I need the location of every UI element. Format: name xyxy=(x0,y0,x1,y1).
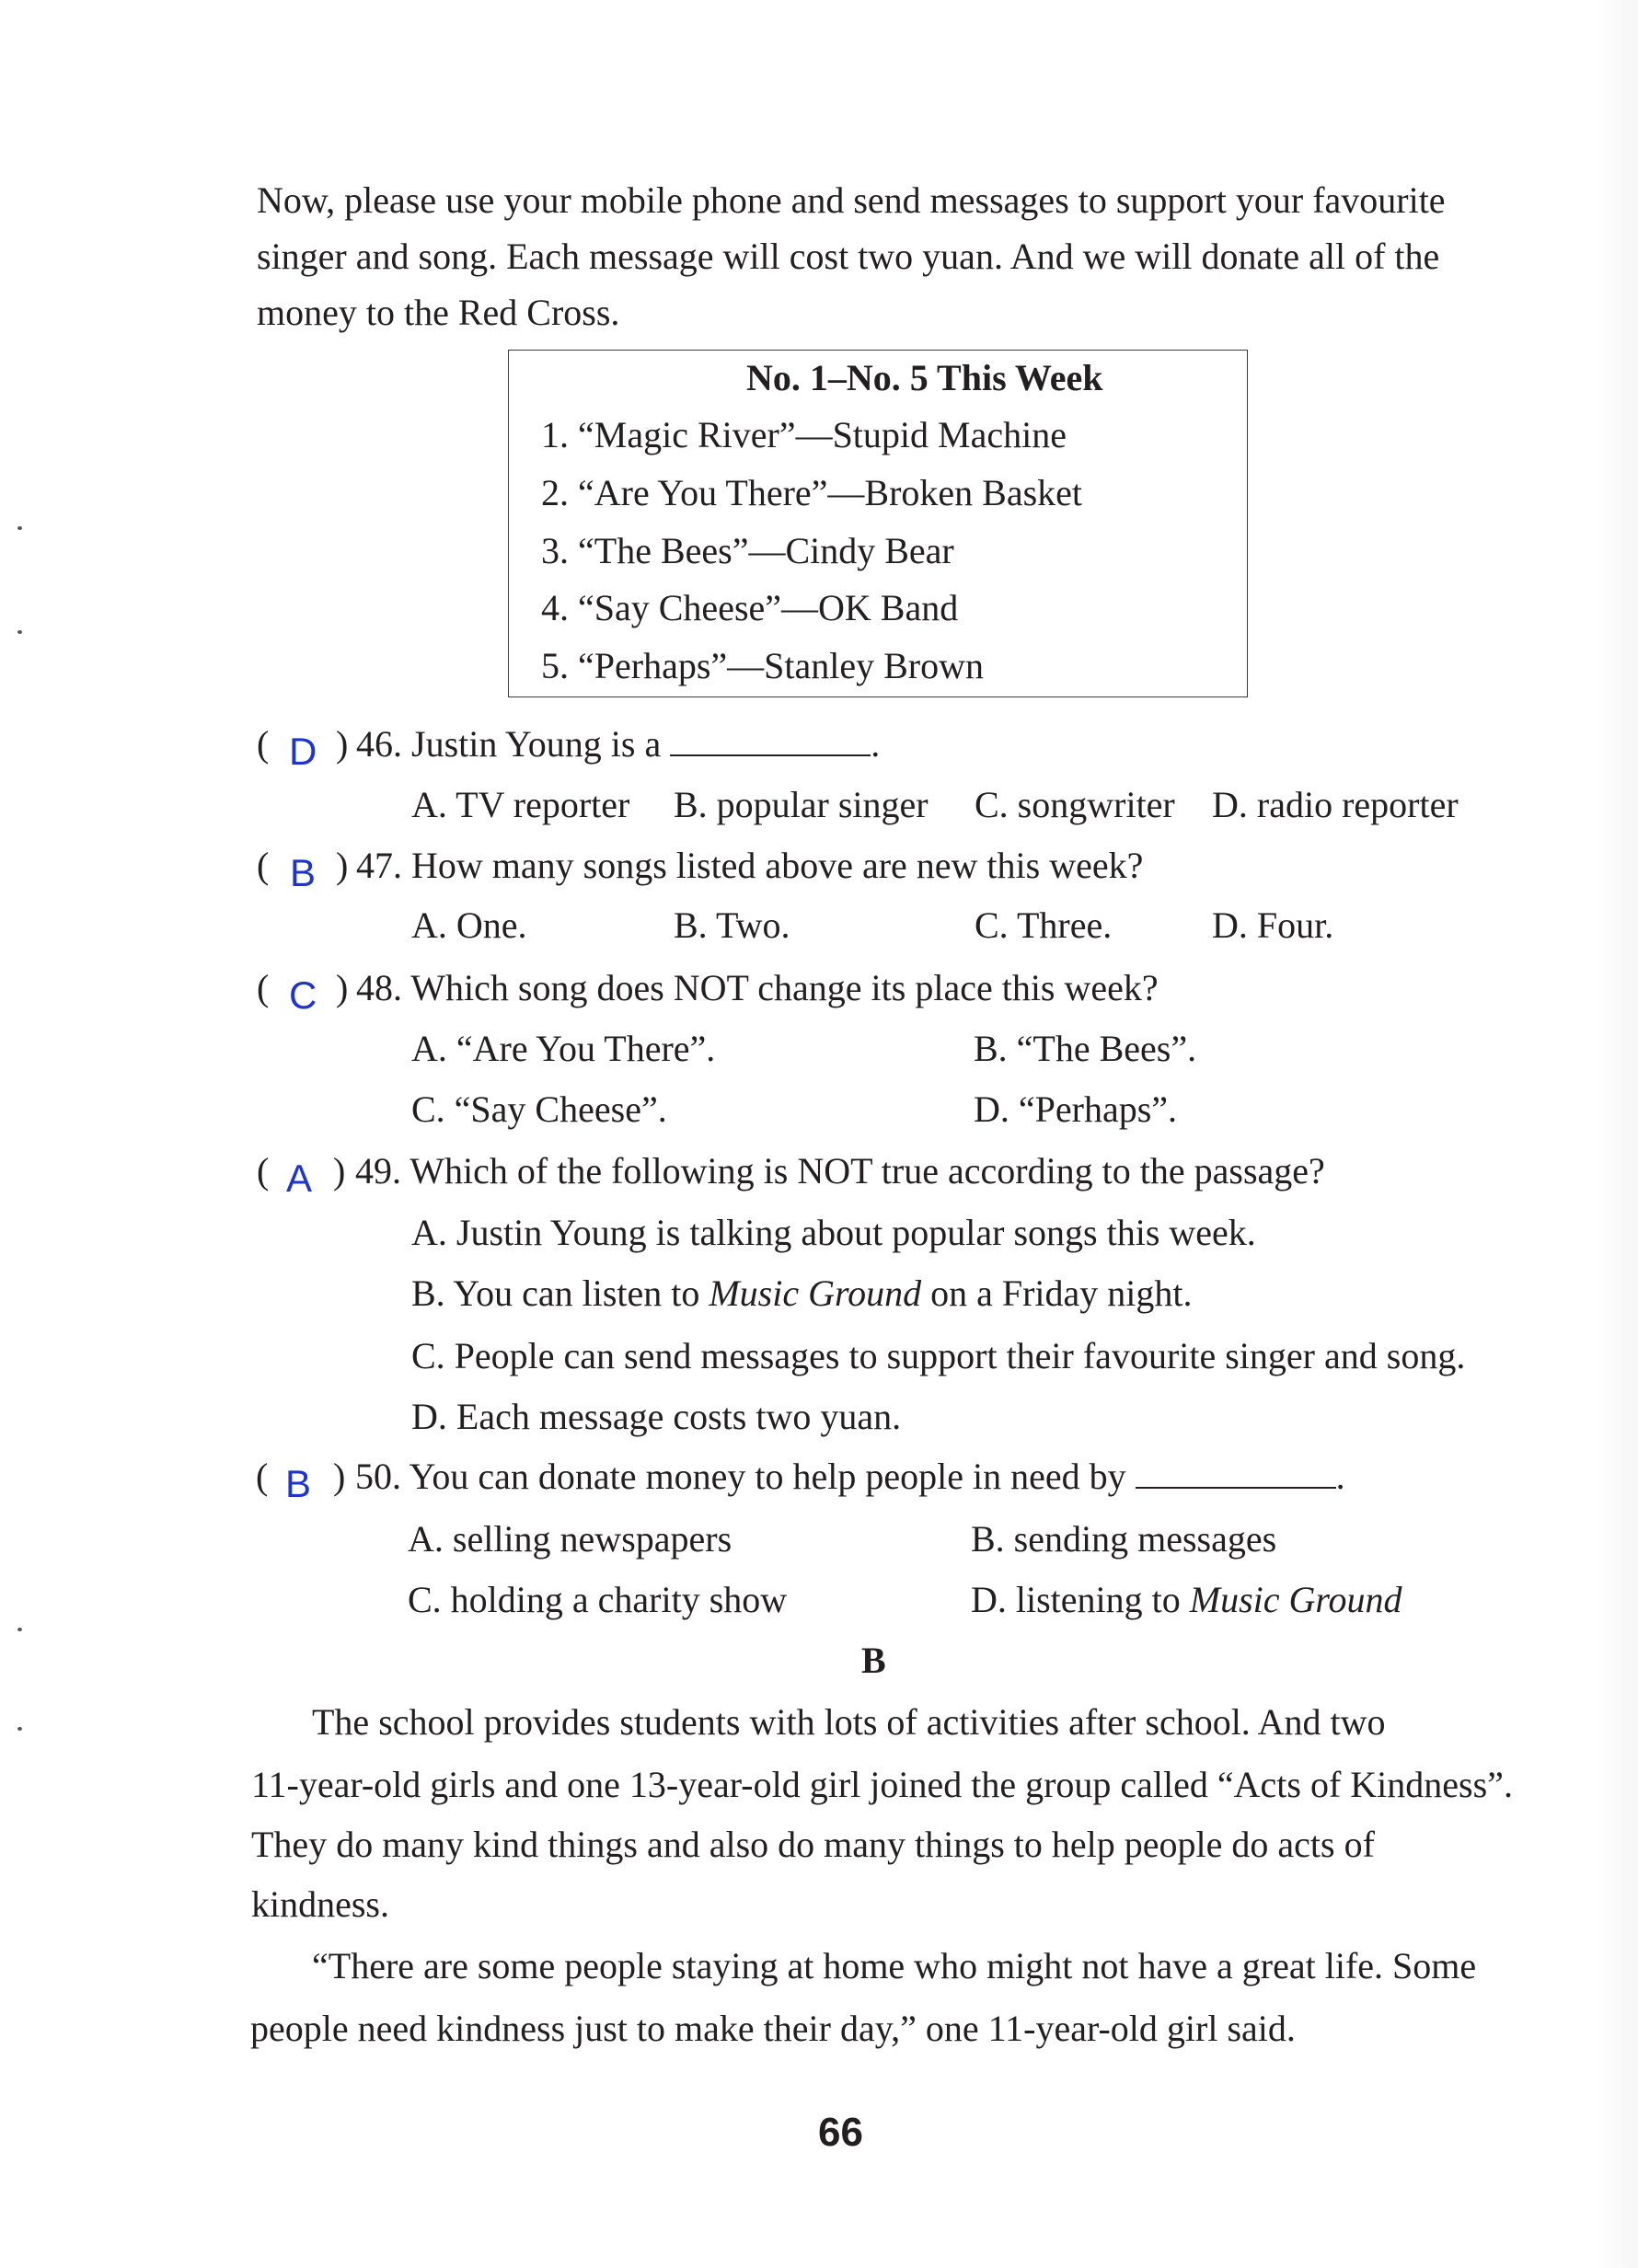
paragraph-line: The school provides students with lots of activities after school. And two xyxy=(312,1701,1386,1743)
page-number: 66 xyxy=(818,2110,863,2155)
program-title: Music Ground xyxy=(1189,1579,1402,1620)
answer-bracket-open: ( xyxy=(257,845,270,886)
answer-bracket-open: ( xyxy=(257,723,270,765)
answer-blank xyxy=(670,727,871,756)
paragraph-line: people need kindness just to make their day,” one 11-year-old girl said. xyxy=(250,2008,1296,2049)
option-d: D. Four. xyxy=(1212,904,1334,946)
option-d: D. radio reporter xyxy=(1212,784,1459,825)
scan-mark xyxy=(17,630,22,634)
answer-bracket-open: ( xyxy=(257,967,270,1008)
intro-line: money to the Red Cross. xyxy=(257,292,620,333)
ranking-item: 4. “Say Cheese”—OK Band xyxy=(541,587,959,628)
option-c: C. songwriter xyxy=(975,784,1175,825)
section-heading: B xyxy=(861,1640,886,1681)
stem-text: 50. You can donate money to help people in need by xyxy=(355,1456,1136,1497)
scan-mark xyxy=(17,1628,22,1631)
answer-letter: B xyxy=(285,1462,312,1505)
option-a: A. selling newspapers xyxy=(408,1518,732,1560)
option-a: A. One. xyxy=(411,904,527,946)
option-c: C. “Say Cheese”. xyxy=(411,1088,667,1130)
option-a: A. Justin Young is talking about popular songs this week. xyxy=(411,1212,1256,1253)
question-stem: 49. Which of the following is NOT true according to the passage? xyxy=(355,1150,1325,1192)
option-text: on a Friday night. xyxy=(921,1272,1193,1314)
answer-bracket-close: ) xyxy=(336,845,349,886)
stem-text: . xyxy=(871,723,881,765)
program-title: Music Ground xyxy=(709,1272,922,1314)
answer-letter: A xyxy=(286,1157,313,1200)
ranking-item: 2. “Are You There”—Broken Basket xyxy=(541,472,1083,513)
answer-blank xyxy=(1136,1459,1336,1489)
option-a: A. “Are You There”. xyxy=(411,1028,716,1069)
scan-mark xyxy=(17,526,22,530)
paragraph-line: “There are some people staying at home who might not have a great life. Some xyxy=(312,1945,1477,1986)
stem-text: . xyxy=(1335,1456,1345,1497)
option-c: C. Three. xyxy=(975,904,1113,946)
answer-letter: D xyxy=(289,730,317,773)
answer-letter: C xyxy=(289,973,317,1017)
answer-bracket-open: ( xyxy=(257,1150,270,1192)
answer-bracket-close: ) xyxy=(333,1150,346,1192)
answer-bracket-close: ) xyxy=(336,967,349,1008)
question-stem xyxy=(355,1455,1345,1499)
intro-line: singer and song. Each message will cost two yuan. And we will donate all of the xyxy=(257,236,1440,277)
option-d: D. Each message costs two yuan. xyxy=(411,1396,902,1437)
page-edge-shadow xyxy=(1592,0,1638,2268)
ranking-title: No. 1–No. 5 This Week xyxy=(746,357,1103,398)
option-b: B. Two. xyxy=(674,904,790,946)
scan-mark xyxy=(17,1727,22,1731)
option-c: C. People can send messages to support their favourite singer and song. xyxy=(411,1335,1466,1376)
option-b: B. sending messages xyxy=(971,1518,1277,1560)
option-text: B. You can listen to xyxy=(411,1272,709,1314)
stem-text: 46. Justin Young is a xyxy=(356,723,671,765)
answer-bracket-close: ) xyxy=(333,1456,346,1497)
option-d: D. “Perhaps”. xyxy=(974,1088,1178,1130)
option-b: B. “The Bees”. xyxy=(974,1028,1197,1069)
option-b: B. popular singer xyxy=(674,784,929,825)
option-c: C. holding a charity show xyxy=(408,1579,788,1620)
question-stem xyxy=(356,722,880,766)
option-a: A. TV reporter xyxy=(411,784,630,825)
ranking-item: 3. “The Bees”—Cindy Bear xyxy=(541,530,954,571)
intro-line: Now, please use your mobile phone and send messages to support your favourite xyxy=(257,179,1446,221)
paragraph-line: 11-year-old girls and one 13-year-old girl joined the group called “Acts of Kindness”. xyxy=(251,1764,1513,1805)
answer-letter: B xyxy=(290,851,317,894)
answer-bracket-open: ( xyxy=(256,1456,269,1497)
ranking-item: 1. “Magic River”—Stupid Machine xyxy=(541,414,1067,455)
answer-bracket-close: ) xyxy=(336,723,349,765)
question-stem: 48. Which song does NOT change its place this week? xyxy=(356,967,1159,1008)
paragraph-line: kindness. xyxy=(251,1883,389,1925)
option-b xyxy=(411,1272,1193,1316)
ranking-item: 5. “Perhaps”—Stanley Brown xyxy=(541,645,985,686)
option-text: D. listening to xyxy=(971,1579,1190,1620)
question-stem: 47. How many songs listed above are new this week? xyxy=(356,845,1144,886)
option-d xyxy=(971,1578,1402,1622)
paragraph-line: They do many kind things and also do many things to help people do acts of xyxy=(251,1824,1375,1865)
